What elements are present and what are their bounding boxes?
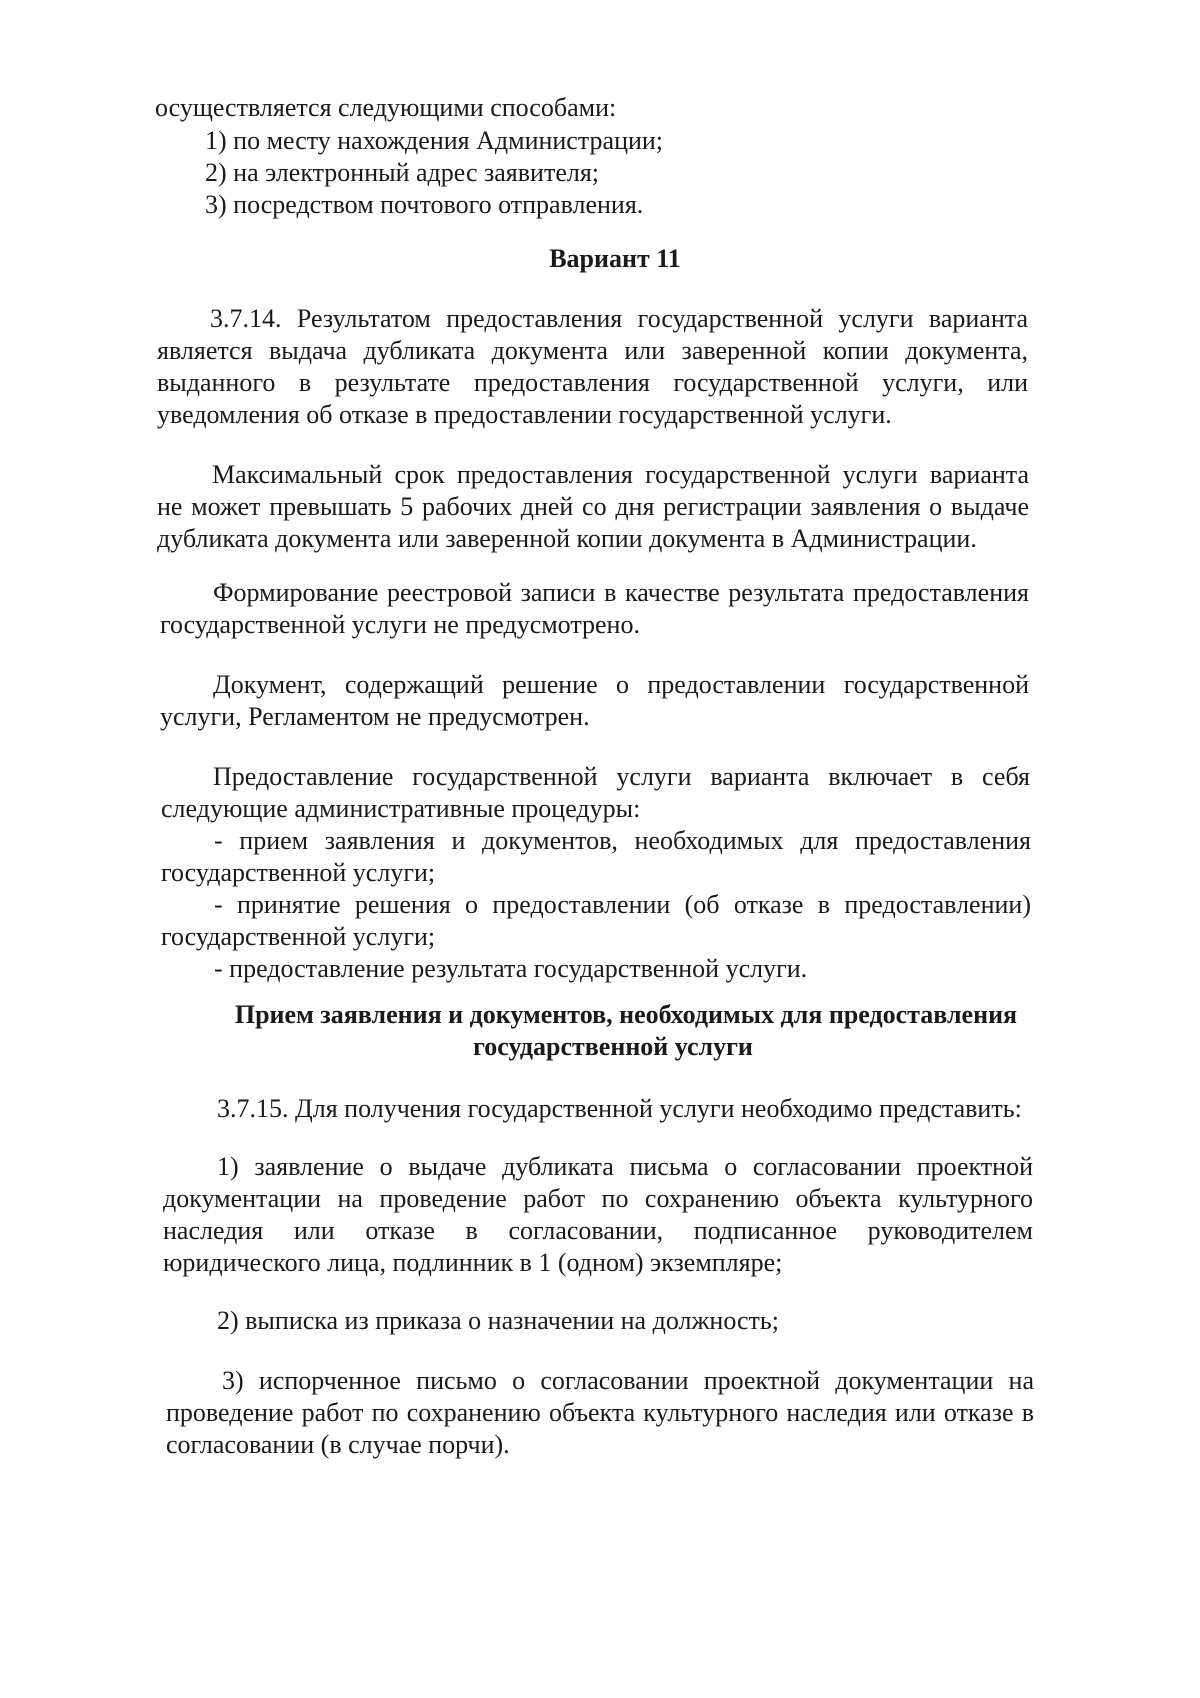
para-procedures-line-6: государственной услуги; (161, 922, 436, 951)
para-procedures-line-3: - прием заявления и документов, необходимых для предоставления (214, 826, 1031, 855)
para-procedures-line-4: государственной услуги; (161, 858, 436, 887)
doc-item-1-line-1: 1) заявление о выдаче дубликата письма о согласовании проектной (217, 1152, 1033, 1181)
doc-item-1-line-4: юридического лица, подлинник в 1 (одном) экземпляре; (163, 1248, 783, 1277)
section-heading-line-2: государственной услуги (473, 1032, 753, 1061)
doc-item-3-line-1: 3) испорченное письмо о согласовании проектной документации на (222, 1366, 1034, 1395)
para-decision-line-1: Документ, содержащий решение о предоставлении государственной (213, 670, 1029, 699)
intro-item-3: 3) посредством почтового отправления. (205, 190, 644, 219)
para-registry-line-1: Формирование реестровой записи в качестве результата предоставления (213, 578, 1029, 607)
para-3714-line-3: выданного в результате предоставления государственной услуги, или (157, 368, 1028, 397)
para-decision-line-2: услуги, Регламентом не предусмотрен. (160, 702, 590, 731)
para-3714-line-1: 3.7.14. Результатом предоставления государственной услуги варианта (210, 304, 1028, 333)
variant-heading: Вариант 11 (549, 244, 681, 273)
doc-item-3-line-3: согласовании (в случае порчи). (166, 1430, 510, 1459)
section-heading-line-1: Прием заявления и документов, необходимых для предоставления (234, 1000, 1018, 1029)
intro-item-1: 1) по месту нахождения Администрации; (205, 126, 664, 155)
para-max-term-line-2: не может превышать 5 рабочих дней со дня регистрации заявления о выдаче (157, 492, 1029, 521)
para-max-term-line-1: Максимальный срок предоставления государственной услуги варианта (212, 460, 1029, 489)
intro-item-2: 2) на электронный адрес заявителя; (205, 158, 600, 187)
intro-lead: осуществляется следующими способами: (155, 93, 617, 122)
para-max-term-line-3: дубликата документа или заверенной копии документа в Администрации. (157, 524, 977, 553)
para-registry-line-2: государственной услуги не предусмотрено. (160, 610, 640, 639)
para-3714-line-4: уведомления об отказе в предоставлении государственной услуги. (157, 400, 892, 429)
doc-item-1-line-3: наследия или отказе в согласовании, подписанное руководителем (163, 1216, 1033, 1245)
para-3714-line-2: является выдача дубликата документа или заверенной копии документа, (157, 336, 1028, 365)
doc-item-1-line-2: документации на проведение работ по сохранению объекта культурного (163, 1184, 1033, 1213)
doc-item-2: 2) выписка из приказа о назначении на должность; (217, 1306, 779, 1335)
para-procedures-line-2: следующие административные процедуры: (161, 794, 641, 823)
para-procedures-line-7: - предоставление результата государственной услуги. (214, 954, 808, 983)
para-3715: 3.7.15. Для получения государственной услуги необходимо представить: (217, 1094, 1022, 1123)
doc-item-3-line-2: проведение работ по сохранению объекта культурного наследия или отказе в (166, 1398, 1034, 1427)
para-procedures-line-1: Предоставление государственной услуги варианта включает в себя (213, 762, 1030, 791)
para-procedures-line-5: - принятие решения о предоставлении (об отказе в предоставлении) (214, 890, 1031, 919)
